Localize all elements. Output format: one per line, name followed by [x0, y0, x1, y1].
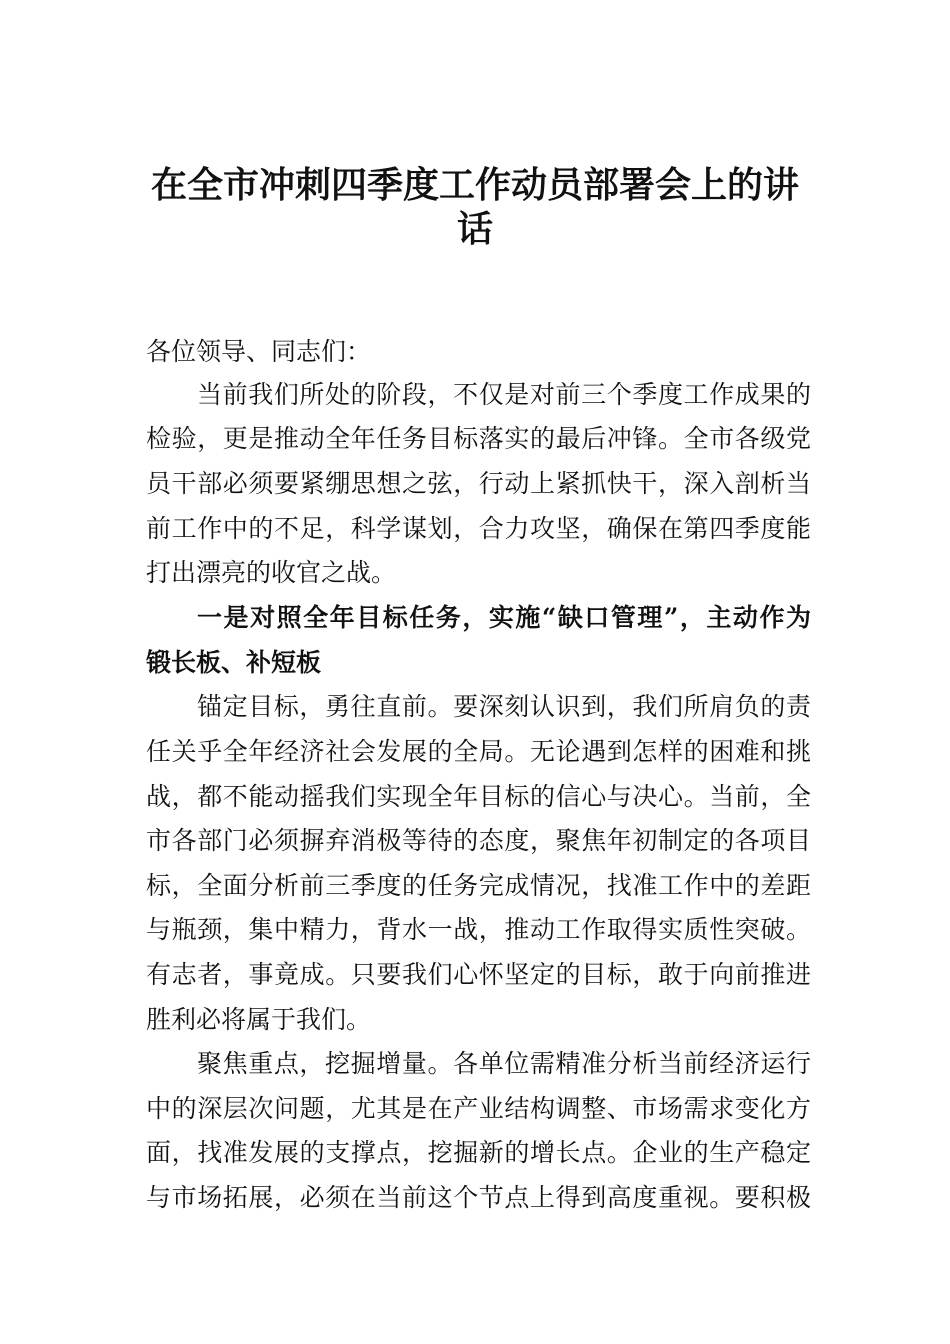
paragraph-line: 与市场拓展，必须在当前这个节点上得到高度重视。要积极 [146, 1183, 811, 1212]
paragraph-line: 战，都不能动摇我们实现全年目标的信心与决心。当前，全 [146, 782, 811, 811]
paragraph-line: 市各部门必须摒弃消极等待的态度，聚焦年初制定的各项目 [146, 826, 811, 855]
intro-line: 打出漂亮的收官之战。 [146, 558, 397, 587]
intro-line: 员干部必须要紧绷思想之弦，行动上紧抓快干，深入剖析当 [146, 469, 811, 498]
section-heading-line: 锻长板、补短板 [146, 648, 322, 677]
document-title-line-2: 话 [456, 208, 493, 250]
intro-line: 当前我们所处的阶段，不仅是对前三个季度工作成果的 [197, 380, 811, 409]
paragraph-line: 胜利必将属于我们。 [146, 1005, 372, 1034]
paragraph-line: 与瓶颈，集中精力，背水一战，推动工作取得实质性突破。 [146, 915, 811, 944]
paragraph-line: 中的深层次问题，尤其是在产业结构调整、市场需求变化方 [146, 1094, 811, 1123]
salutation: 各位领导、同志们： [146, 337, 372, 366]
intro-line: 前工作中的不足，科学谋划，合力攻坚，确保在第四季度能 [146, 514, 811, 543]
paragraph-line: 有志者，事竟成。只要我们心怀坚定的目标，敢于向前推进 [146, 960, 811, 989]
paragraph-line: 任关乎全年经济社会发展的全局。无论遇到怎样的困难和挑 [146, 737, 811, 766]
document-title-line-1: 在全市冲刺四季度工作动员部署会上的讲 [150, 164, 799, 206]
paragraph-line: 锚定目标，勇往直前。要深刻认识到，我们所肩负的责 [197, 692, 811, 721]
paragraph-line: 聚焦重点，挖掘增量。各单位需精准分析当前经济运行 [197, 1049, 811, 1078]
paragraph-line: 面，找准发展的支撑点，挖掘新的增长点。企业的生产稳定 [146, 1138, 811, 1167]
intro-line: 检验，更是推动全年任务目标落实的最后冲锋。全市各级党 [146, 424, 811, 453]
section-heading-line: 一是对照全年目标任务，实施“缺口管理”，主动作为 [197, 603, 811, 632]
paragraph-line: 标，全面分析前三季度的任务完成情况，找准工作中的差距 [146, 871, 811, 900]
